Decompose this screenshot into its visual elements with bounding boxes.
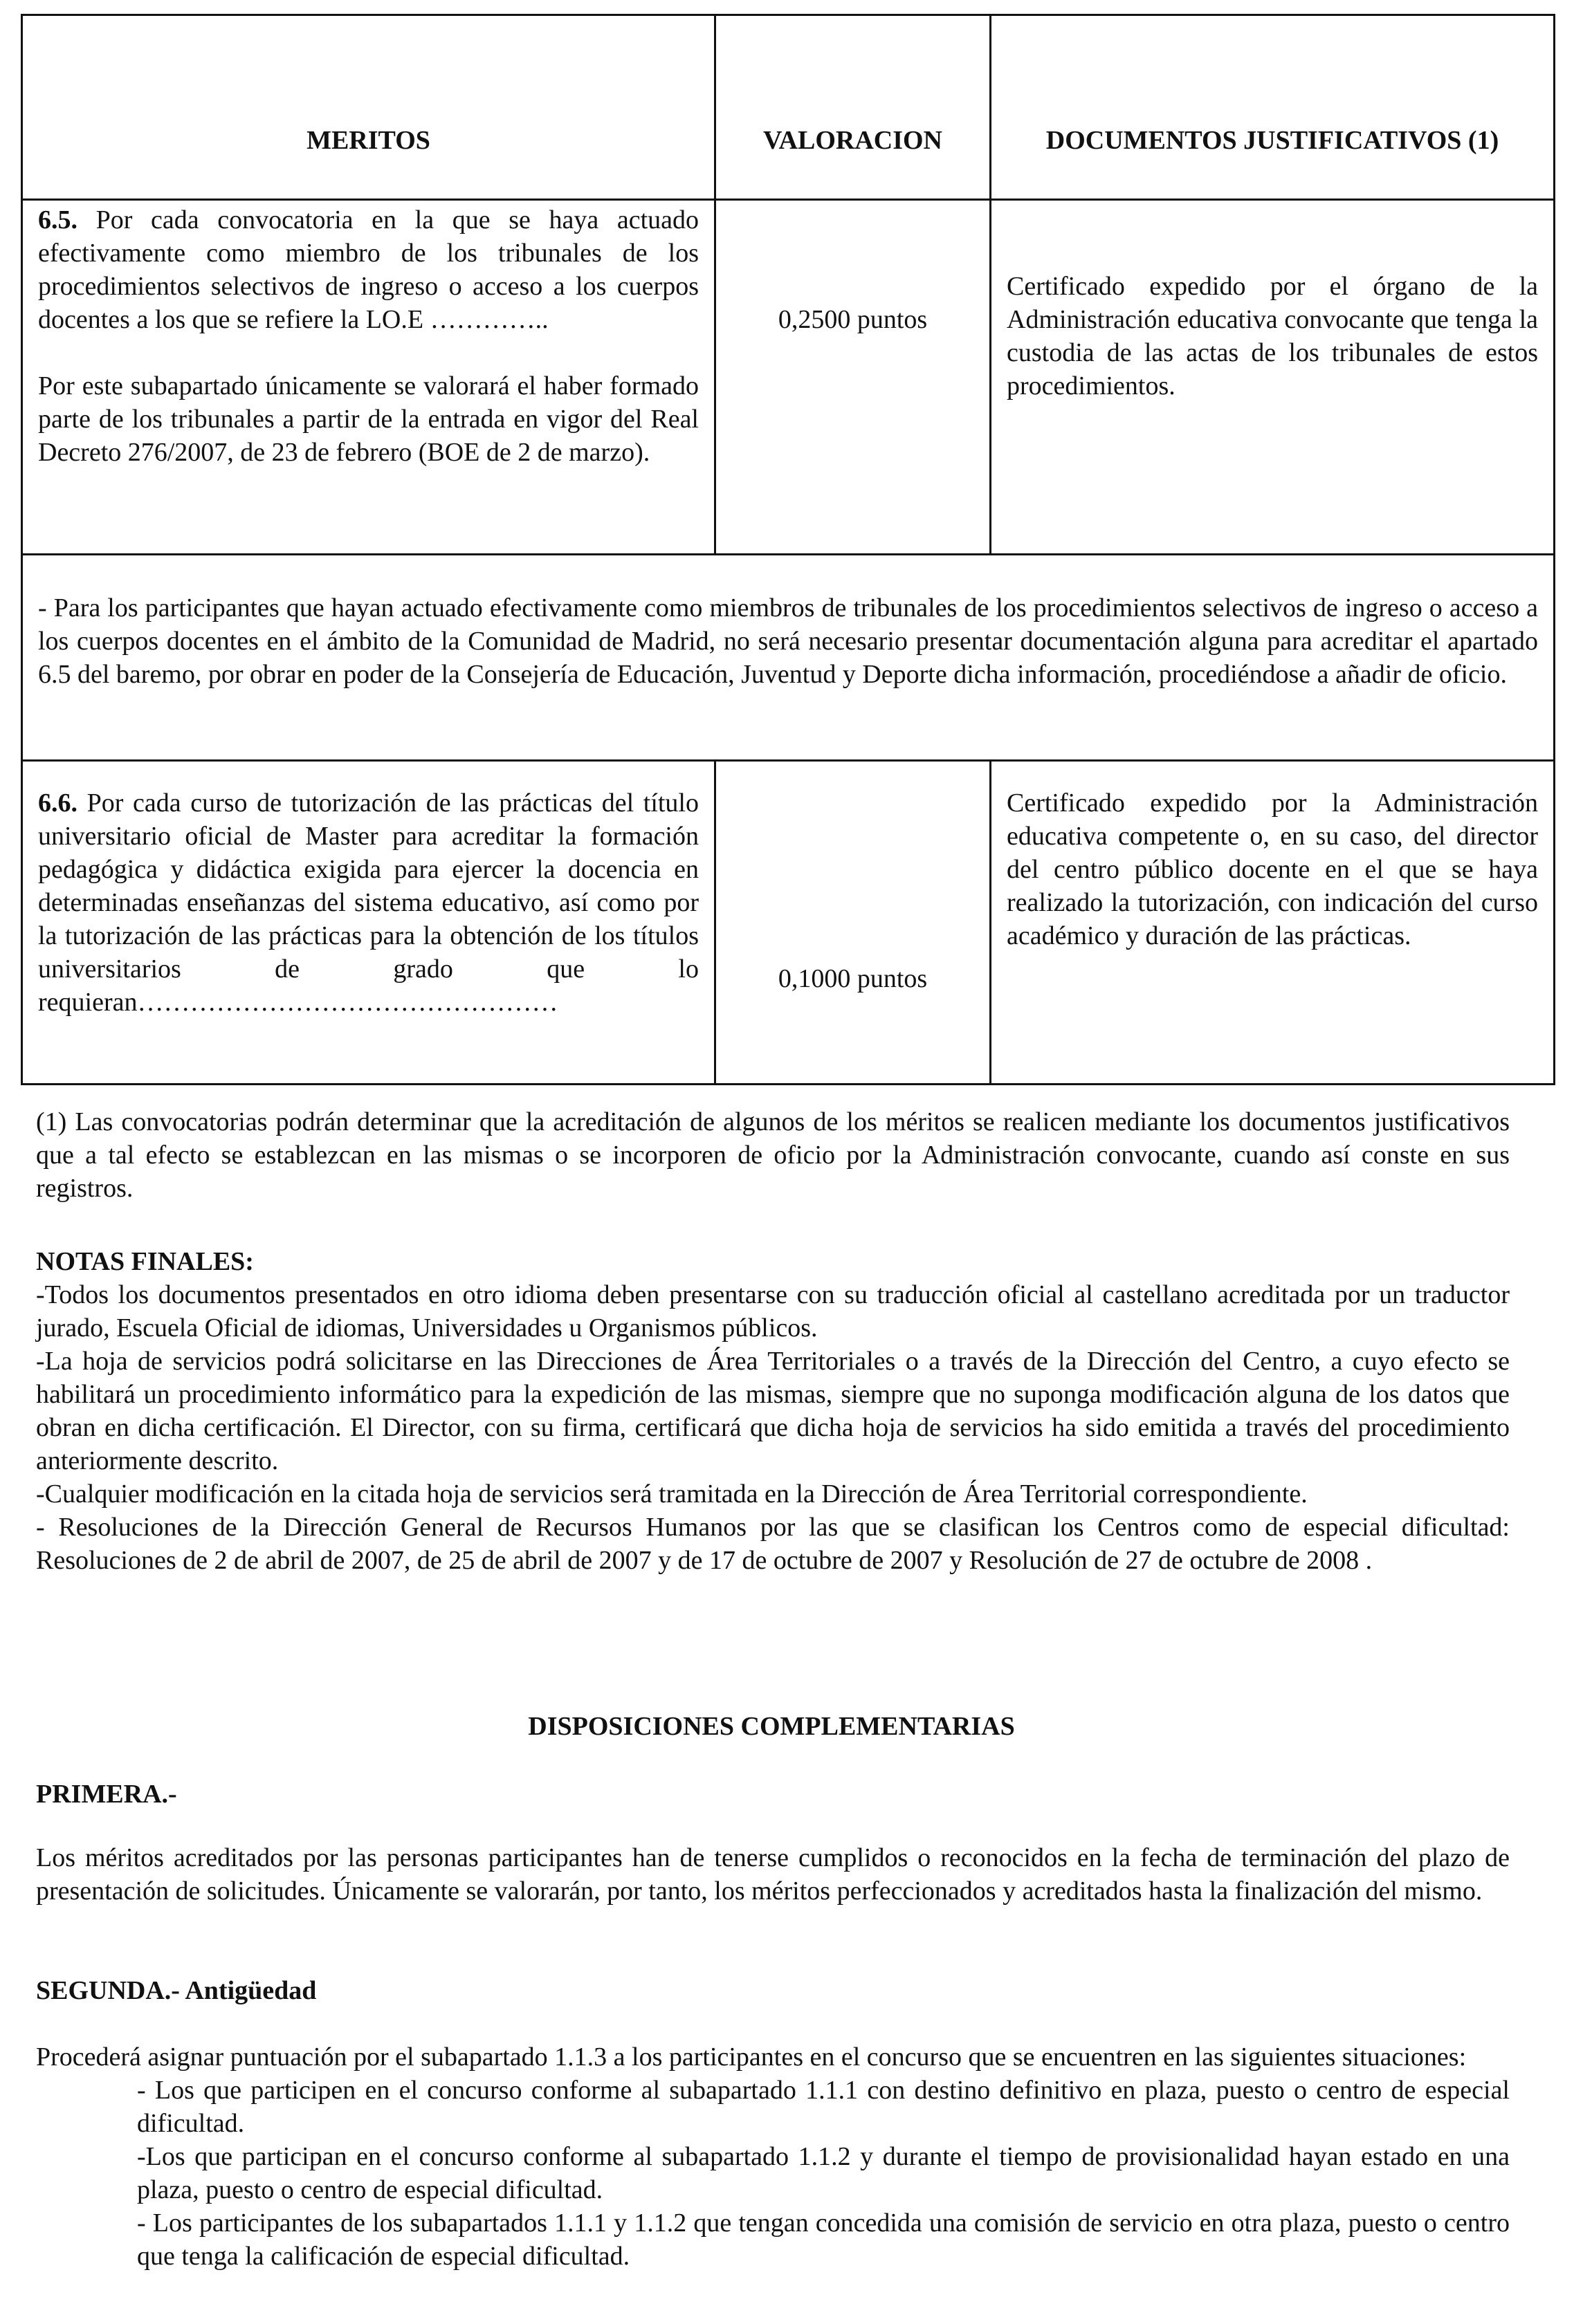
disposiciones-title: DISPOSICIONES COMPLEMENTARIAS	[528, 1712, 1015, 1741]
primera-text: Los méritos acreditados por las personas participantes han de tenerse cumplidos o reconocidos en la fecha de terminación del plazo de presentación de solicitudes. Únicamente se valorarán, por tanto, los méritos perfeccionados y acreditados hasta la finalización del mismo.	[36, 1843, 1510, 1906]
header-documentos: DOCUMENTOS JUSTIFICATIVOS (1)	[991, 15, 1555, 200]
merit-text-2: Por este subapartado únicamente se valorará el haber formado parte de los tribunales a partir de la entrada en vigor del Real Decreto 276/2007, de 23 de febrero (BOE de 2 de marzo).	[38, 371, 699, 467]
table-header-row	[22, 15, 1555, 200]
nota-item: - Resoluciones de la Dirección General de Recursos Humanos por las que se clasifican los Centros como de especial dificultad: Resoluciones de 2 de abril de 2007, de 25 de abril de 2007 y de 17 de octubre de 2007 y Resolución de 27 de octubre de 2008 .	[36, 1513, 1510, 1575]
segunda-item: -Los que participan en el concurso conforme al subapartado 1.1.2 y durante el tiempo de provisionalidad hayan estado en una plaza, puesto o centro de especial dificultad.	[137, 2142, 1510, 2204]
merit-text: Por cada convocatoria en la que se haya actuado efectivamente como miembro de los tribunales de los procedimientos selectivos de ingreso o acceso a los cuerpos docentes a los que se refiere la LO.E …………..	[38, 205, 699, 334]
footnote: (1) Las convocatorias podrán determinar que la acreditación de algunos de los méritos se realicen mediante los documentos justificativos que a tal efecto se establezcan en las mismas o se incorporen de oficio por la Administración convocante, cuando así conste en sus registros.	[36, 1107, 1510, 1203]
table-row-6-5	[22, 200, 1555, 555]
value-cell: 0,1000 puntos	[715, 761, 991, 1085]
docs-cell: Certificado expedido por el órgano de la Administración educativa convocante que tenga la custodia de las actas de los tribunales de estos procedimientos.	[991, 200, 1555, 555]
header-valoracion: VALORACION	[715, 15, 991, 200]
table-row-6-6	[22, 761, 1555, 1085]
notas-title: NOTAS FINALES:	[36, 1247, 254, 1276]
segunda-item: - Los participantes de los subapartados 1.1.1 y 1.1.2 que tengan concedida una comisión de servicio en otra plaza, puesto o centro que tenga la calificación de especial dificultad.	[137, 2208, 1510, 2271]
value-cell: 0,2500 puntos	[715, 200, 991, 555]
merit-number: 6.5.	[38, 205, 77, 234]
note-cell: - Para los participantes que hayan actuado efectivamente como miembros de tribunales de los procedimientos selectivos de ingreso o acceso a los cuerpos docentes en el ámbito de la Comunidad de Madrid, no será necesario presentar documentación alguna para acreditar el apartado 6.5 del baremo, por obrar en poder de la Consejería de Educación, Juventud y Deporte dicha información, procediéndose a añadir de oficio.	[22, 555, 1555, 761]
segunda-item: - Los que participen en el concurso conforme al subapartado 1.1.1 con destino definitivo en plaza, puesto o centro de especial dificultad.	[137, 2076, 1510, 2138]
header-meritos: MERITOS	[22, 15, 715, 200]
merit-cell	[22, 761, 715, 1085]
segunda-title: SEGUNDA.- Antigüedad	[36, 1976, 317, 2005]
primera-title: PRIMERA.-	[36, 1780, 177, 1809]
merit-number: 6.6.	[38, 788, 77, 818]
segunda-text: Procederá asignar puntuación por el subapartado 1.1.3 a los participantes en el concurso que se encuentren en las siguientes situaciones:	[36, 2042, 1467, 2072]
nota-item: -Cualquier modificación en la citada hoja de servicios será tramitada en la Dirección de Área Territorial correspondiente.	[36, 1479, 1308, 1509]
nota-item: -La hoja de servicios podrá solicitarse en las Direcciones de Área Territoriales o a través de la Dirección del Centro, a cuyo efecto se habilitará un procedimiento informático para la expedición de las mismas, siempre que no suponga modificación alguna de los datos que obran en dicha certificación. El Director, con su firma, certificará que dicha hoja de servicios ha sido emitida a través del procedimiento anteriormente descrito.	[36, 1347, 1510, 1475]
merit-cell	[22, 200, 715, 555]
notas-finales	[36, 1245, 1510, 1577]
merit-text: Por cada curso de tutorización de las prácticas del título universitario oficial de Master para acreditar la formación pedagógica y didáctica exigida para ejercer la docencia en determinadas enseñanzas del sistema educativo, así como por la tutorización de las prácticas para la obtención de los títulos universitarios de grado que lo requieran…………………………………………	[38, 788, 699, 1017]
table-note-row	[22, 555, 1555, 761]
merits-table	[21, 14, 1555, 1085]
segunda-body	[36, 2040, 1510, 2273]
docs-cell: Certificado expedido por la Administración educativa competente o, en su caso, del director del centro público docente en el que se haya realizado la tutorización, con indicación del curso académico y duración de las prácticas.	[991, 761, 1555, 1085]
nota-item: -Todos los documentos presentados en otro idioma deben presentarse con su traducción oficial al castellano acreditada por un traductor jurado, Escuela Oficial de idiomas, Universidades u Organismos públicos.	[36, 1280, 1510, 1343]
